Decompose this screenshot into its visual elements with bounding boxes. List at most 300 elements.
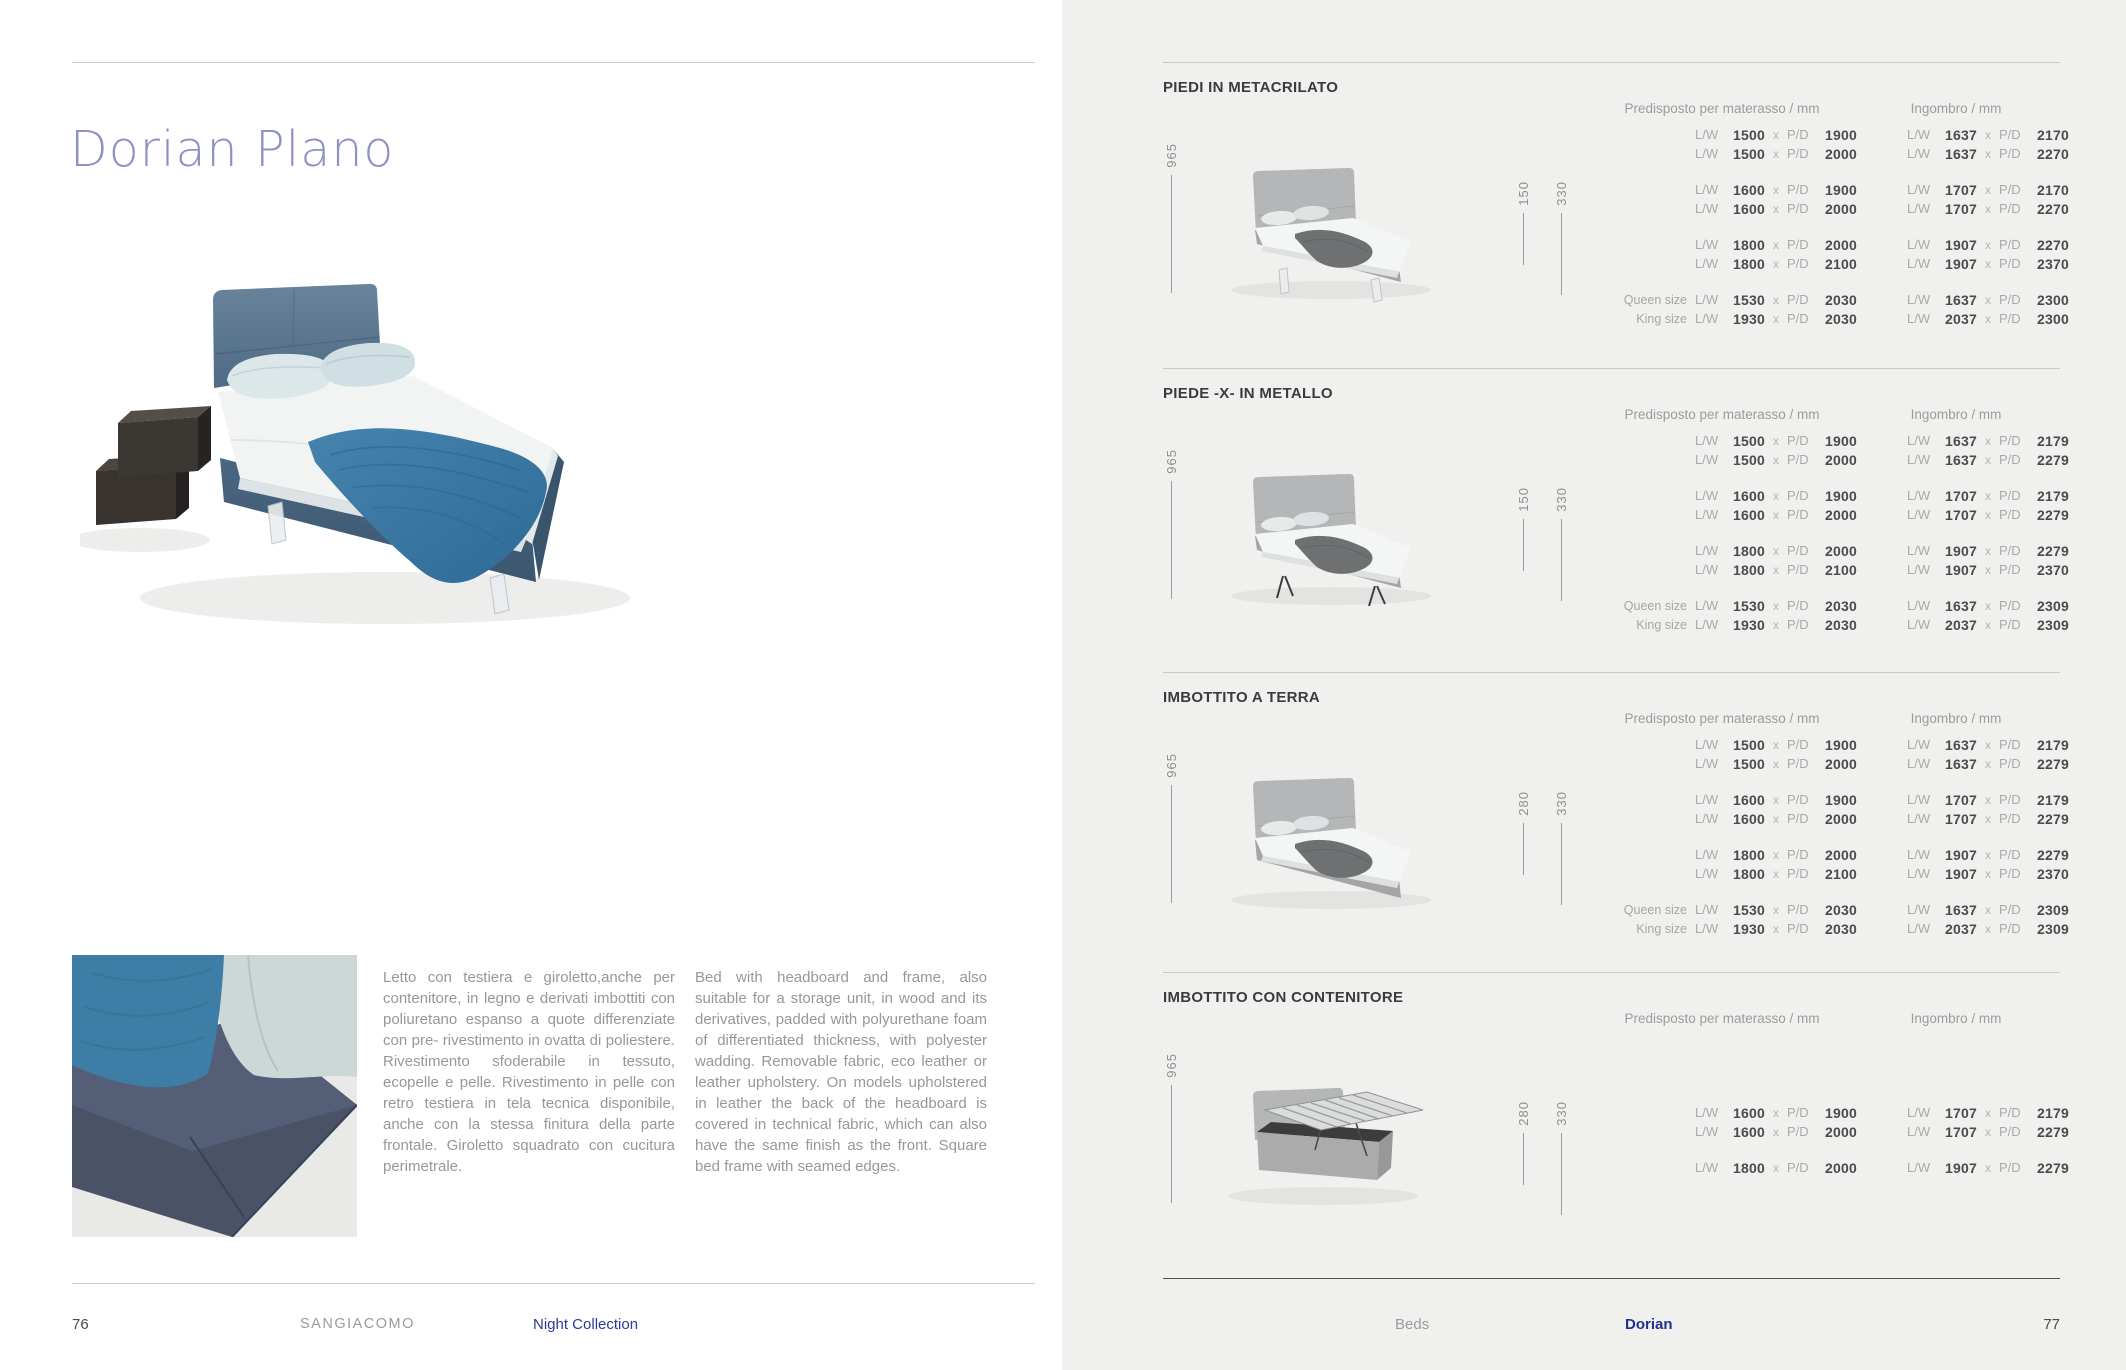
lw-value: 1637 xyxy=(1945,291,1977,308)
side-dimension-1-line xyxy=(1523,1133,1524,1185)
table-row xyxy=(1620,505,2069,524)
height-dimension xyxy=(1163,143,1179,293)
table-row xyxy=(1620,615,2069,634)
times-symbol: x xyxy=(1985,488,1991,503)
pd-value: 2370 xyxy=(2037,255,2069,272)
side-dimension-1 xyxy=(1515,791,1531,875)
pd-value: 2030 xyxy=(1825,616,1857,633)
lw-label: L/W xyxy=(1695,902,1719,917)
table-row xyxy=(1620,900,2069,919)
lw-value: 1707 xyxy=(1945,181,1977,198)
times-symbol: x xyxy=(1985,756,1991,771)
lw-label: L/W xyxy=(1695,452,1719,467)
table-row xyxy=(1620,199,2069,218)
pd-value: 2000 xyxy=(1825,145,1857,162)
lw-label: L/W xyxy=(1695,237,1719,252)
size-group xyxy=(1620,1158,2069,1177)
bed-diagram-storage-open xyxy=(1203,1068,1473,1218)
lw-label: L/W xyxy=(1907,311,1931,326)
pd-label: P/D xyxy=(1999,921,2021,936)
pd-value: 2300 xyxy=(2037,291,2069,308)
height-dimension xyxy=(1163,1053,1179,1203)
col-header-ingombro: Ingombro / mm xyxy=(1910,407,2002,422)
spec-section xyxy=(1163,672,2069,973)
pd-label: P/D xyxy=(1787,1160,1809,1175)
lw-label: L/W xyxy=(1695,737,1719,752)
size-name-label: King size xyxy=(1636,921,1687,936)
times-symbol: x xyxy=(1985,847,1991,862)
table-row xyxy=(1620,809,2069,828)
height-dimension xyxy=(1163,449,1179,599)
pd-value: 1900 xyxy=(1825,791,1857,808)
height-dimension xyxy=(1163,753,1179,903)
pd-label: P/D xyxy=(1999,507,2021,522)
times-symbol: x xyxy=(1985,507,1991,522)
times-symbol: x xyxy=(1773,1105,1779,1120)
times-symbol: x xyxy=(1985,562,1991,577)
lw-value: 1800 xyxy=(1733,1159,1765,1176)
lw-label: L/W xyxy=(1907,127,1931,142)
lw-value: 2037 xyxy=(1945,616,1977,633)
table-row xyxy=(1620,235,2069,254)
lw-value: 1637 xyxy=(1945,451,1977,468)
pd-value: 1900 xyxy=(1825,126,1857,143)
times-symbol: x xyxy=(1773,562,1779,577)
model-link[interactable]: Dorian xyxy=(1625,1316,1673,1333)
times-symbol: x xyxy=(1985,127,1991,142)
lw-value: 1907 xyxy=(1945,1159,1977,1176)
lw-label: L/W xyxy=(1695,507,1719,522)
height-dimension-value: 965 xyxy=(1163,753,1179,778)
lw-label: L/W xyxy=(1907,562,1931,577)
pd-label: P/D xyxy=(1999,433,2021,448)
lw-value: 1637 xyxy=(1945,597,1977,614)
height-dimension-value: 965 xyxy=(1163,1053,1179,1078)
pd-value: 2000 xyxy=(1825,451,1857,468)
pd-label: P/D xyxy=(1999,1124,2021,1139)
pd-value: 2279 xyxy=(2037,1159,2069,1176)
height-dimension-value: 965 xyxy=(1163,449,1179,474)
category-label: Beds xyxy=(1395,1316,1430,1333)
times-symbol: x xyxy=(1985,792,1991,807)
pd-value: 2100 xyxy=(1825,865,1857,882)
side-dimension-2 xyxy=(1553,487,1569,601)
times-symbol: x xyxy=(1773,617,1779,632)
pd-label: P/D xyxy=(1787,921,1809,936)
page-title: Dorian Plano xyxy=(70,120,395,178)
lw-label: L/W xyxy=(1907,866,1931,881)
times-symbol: x xyxy=(1773,507,1779,522)
diagram-on-ground xyxy=(1203,768,1473,918)
times-symbol: x xyxy=(1985,543,1991,558)
lw-value: 1800 xyxy=(1733,865,1765,882)
pd-value: 2030 xyxy=(1825,920,1857,937)
times-symbol: x xyxy=(1773,921,1779,936)
table-row xyxy=(1620,486,2069,505)
spec-section xyxy=(1163,62,2069,369)
page-number-left: 76 xyxy=(72,1316,89,1333)
col-header-ingombro: Ingombro / mm xyxy=(1910,711,2002,726)
lw-value: 1637 xyxy=(1945,901,1977,918)
table-row xyxy=(1620,431,2069,450)
lw-value: 1907 xyxy=(1945,236,1977,253)
table-row xyxy=(1620,180,2069,199)
lw-label: L/W xyxy=(1695,562,1719,577)
lw-label: L/W xyxy=(1907,756,1931,771)
pd-label: P/D xyxy=(1999,1105,2021,1120)
table-row xyxy=(1620,144,2069,163)
pd-label: P/D xyxy=(1787,811,1809,826)
side-dimension-2-value: 330 xyxy=(1553,487,1569,512)
lw-value: 1637 xyxy=(1945,736,1977,753)
col-header-ingombro: Ingombro / mm xyxy=(1910,1011,2002,1026)
times-symbol: x xyxy=(1985,617,1991,632)
lw-value: 1600 xyxy=(1733,181,1765,198)
pd-value: 2270 xyxy=(2037,200,2069,217)
pd-value: 2279 xyxy=(2037,1123,2069,1140)
pd-value: 2030 xyxy=(1825,291,1857,308)
diagram-acrylic-feet xyxy=(1203,158,1473,308)
pd-value: 2309 xyxy=(2037,616,2069,633)
pd-label: P/D xyxy=(1999,1160,2021,1175)
pd-label: P/D xyxy=(1787,543,1809,558)
times-symbol: x xyxy=(1773,127,1779,142)
size-group xyxy=(1620,486,2069,524)
side-dimension-2 xyxy=(1553,181,1569,295)
times-symbol: x xyxy=(1773,737,1779,752)
times-symbol: x xyxy=(1773,146,1779,161)
lw-value: 1907 xyxy=(1945,846,1977,863)
pd-label: P/D xyxy=(1999,256,2021,271)
size-group xyxy=(1620,431,2069,469)
size-group xyxy=(1620,541,2069,579)
pd-label: P/D xyxy=(1787,792,1809,807)
lw-value: 1907 xyxy=(1945,542,1977,559)
lw-label: L/W xyxy=(1695,617,1719,632)
times-symbol: x xyxy=(1985,311,1991,326)
nightstand-upper xyxy=(118,406,211,477)
pd-label: P/D xyxy=(1999,237,2021,252)
right-footer-rule xyxy=(1163,1278,2060,1279)
times-symbol: x xyxy=(1773,902,1779,917)
section-title: PIEDI IN METACRILATO xyxy=(1163,79,1339,96)
bed-hero-illustration xyxy=(80,140,1030,660)
lw-value: 1800 xyxy=(1733,542,1765,559)
pd-value: 2279 xyxy=(2037,810,2069,827)
lw-label: L/W xyxy=(1695,847,1719,862)
pd-label: P/D xyxy=(1787,201,1809,216)
spec-table xyxy=(1620,735,2069,955)
lw-label: L/W xyxy=(1695,146,1719,161)
pd-label: P/D xyxy=(1787,237,1809,252)
lw-value: 1530 xyxy=(1733,597,1765,614)
size-group xyxy=(1620,180,2069,218)
pd-label: P/D xyxy=(1787,617,1809,632)
pd-label: P/D xyxy=(1787,1124,1809,1139)
pd-value: 2309 xyxy=(2037,920,2069,937)
lw-label: L/W xyxy=(1695,256,1719,271)
pd-value: 2000 xyxy=(1825,506,1857,523)
lw-label: L/W xyxy=(1695,598,1719,613)
lw-value: 1500 xyxy=(1733,145,1765,162)
section-title: IMBOTTITO A TERRA xyxy=(1163,689,1321,706)
lw-label: L/W xyxy=(1907,792,1931,807)
pd-label: P/D xyxy=(1999,201,2021,216)
lw-label: L/W xyxy=(1695,866,1719,881)
pd-value: 2000 xyxy=(1825,542,1857,559)
pd-value: 2300 xyxy=(2037,310,2069,327)
times-symbol: x xyxy=(1985,1105,1991,1120)
lw-label: L/W xyxy=(1695,1160,1719,1175)
side-dimension-2 xyxy=(1553,791,1569,905)
lw-value: 1600 xyxy=(1733,1104,1765,1121)
pd-label: P/D xyxy=(1999,617,2021,632)
table-row xyxy=(1620,864,2069,883)
pd-value: 2270 xyxy=(2037,236,2069,253)
spec-table xyxy=(1620,1103,2069,1194)
side-dimension-2-value: 330 xyxy=(1553,181,1569,206)
height-dimension-value: 965 xyxy=(1163,143,1179,168)
times-symbol: x xyxy=(1985,146,1991,161)
lw-label: L/W xyxy=(1907,1105,1931,1120)
table-row xyxy=(1620,560,2069,579)
lw-label: L/W xyxy=(1695,543,1719,558)
brand-name: SANGIACOMO xyxy=(300,1316,415,1332)
pd-label: P/D xyxy=(1787,902,1809,917)
pd-value: 2279 xyxy=(2037,451,2069,468)
pd-value: 2279 xyxy=(2037,506,2069,523)
lw-label: L/W xyxy=(1907,488,1931,503)
description-english: Bed with headboard and frame, also suitable for a storage unit, in wood and its derivatives, padded with polyurethane foam of differentiated thickness, with polyester wadding. Removable fabric, eco leather or leather upholstery. On models upholstered in leather the back of the headboard is covered in technical fabric, which can also have the same finish as the front. Square bed frame with seamed edges. xyxy=(695,969,987,1175)
spec-table xyxy=(1620,125,2069,345)
pd-value: 2279 xyxy=(2037,542,2069,559)
times-symbol: x xyxy=(1773,237,1779,252)
pd-label: P/D xyxy=(1787,847,1809,862)
lw-value: 1707 xyxy=(1945,506,1977,523)
times-symbol: x xyxy=(1773,1160,1779,1175)
lw-label: L/W xyxy=(1695,182,1719,197)
lw-value: 1530 xyxy=(1733,901,1765,918)
pd-value: 2179 xyxy=(2037,791,2069,808)
times-symbol: x xyxy=(1773,866,1779,881)
pd-label: P/D xyxy=(1999,452,2021,467)
table-row xyxy=(1620,790,2069,809)
lw-value: 1907 xyxy=(1945,865,1977,882)
size-name-label: Queen size xyxy=(1623,598,1687,613)
times-symbol: x xyxy=(1985,433,1991,448)
times-symbol: x xyxy=(1985,866,1991,881)
size-group xyxy=(1620,1103,2069,1141)
lw-value: 1800 xyxy=(1733,236,1765,253)
lw-label: L/W xyxy=(1907,146,1931,161)
pd-value: 2170 xyxy=(2037,126,2069,143)
lw-value: 1930 xyxy=(1733,310,1765,327)
height-dimension-line xyxy=(1171,481,1172,599)
lw-value: 1600 xyxy=(1733,200,1765,217)
size-name-label: Queen size xyxy=(1623,292,1687,307)
pd-label: P/D xyxy=(1787,488,1809,503)
size-group xyxy=(1620,845,2069,883)
lw-value: 1500 xyxy=(1733,451,1765,468)
pd-label: P/D xyxy=(1999,127,2021,142)
times-symbol: x xyxy=(1985,182,1991,197)
table-row xyxy=(1620,1103,2069,1122)
lw-label: L/W xyxy=(1907,811,1931,826)
times-symbol: x xyxy=(1773,488,1779,503)
lw-label: L/W xyxy=(1695,311,1719,326)
pd-value: 2270 xyxy=(2037,145,2069,162)
lw-label: L/W xyxy=(1907,1124,1931,1139)
times-symbol: x xyxy=(1773,756,1779,771)
lw-value: 2037 xyxy=(1945,310,1977,327)
section-title: IMBOTTITO CON CONTENITORE xyxy=(1163,989,1404,1006)
height-dimension-line xyxy=(1171,1085,1172,1203)
lw-value: 1800 xyxy=(1733,255,1765,272)
pd-value: 2000 xyxy=(1825,1123,1857,1140)
pd-label: P/D xyxy=(1787,756,1809,771)
side-dimension-2-line xyxy=(1561,519,1562,601)
table-row xyxy=(1620,254,2069,273)
side-dimension-1 xyxy=(1515,1101,1531,1185)
size-group xyxy=(1620,235,2069,273)
times-symbol: x xyxy=(1773,598,1779,613)
lw-label: L/W xyxy=(1695,811,1719,826)
pd-value: 2370 xyxy=(2037,561,2069,578)
right-page xyxy=(1062,0,2126,1370)
lw-value: 1600 xyxy=(1733,810,1765,827)
fabric-detail-illustration xyxy=(72,955,357,1237)
pd-value: 2370 xyxy=(2037,865,2069,882)
times-symbol: x xyxy=(1773,182,1779,197)
side-dimension-2-line xyxy=(1561,1133,1562,1215)
pd-label: P/D xyxy=(1999,811,2021,826)
lw-value: 1707 xyxy=(1945,487,1977,504)
pd-label: P/D xyxy=(1999,847,2021,862)
times-symbol: x xyxy=(1985,811,1991,826)
pd-label: P/D xyxy=(1787,1105,1809,1120)
lw-label: L/W xyxy=(1907,237,1931,252)
pd-label: P/D xyxy=(1787,562,1809,577)
lw-label: L/W xyxy=(1695,792,1719,807)
pd-label: P/D xyxy=(1999,488,2021,503)
spec-section xyxy=(1163,972,2069,1279)
pd-value: 2279 xyxy=(2037,846,2069,863)
lw-value: 1707 xyxy=(1945,1123,1977,1140)
left-page xyxy=(0,0,1062,1370)
lw-value: 1707 xyxy=(1945,791,1977,808)
pd-value: 2279 xyxy=(2037,755,2069,772)
lw-value: 1707 xyxy=(1945,1104,1977,1121)
table-row xyxy=(1620,290,2069,309)
pd-value: 1900 xyxy=(1825,1104,1857,1121)
pd-label: P/D xyxy=(1999,792,2021,807)
times-symbol: x xyxy=(1985,256,1991,271)
size-name-label: King size xyxy=(1636,311,1687,326)
size-name-label: King size xyxy=(1636,617,1687,632)
lw-label: L/W xyxy=(1907,847,1931,862)
table-row xyxy=(1620,541,2069,560)
side-dimension-1-line xyxy=(1523,823,1524,875)
bed-diagram-on-ground xyxy=(1203,768,1473,918)
table-row xyxy=(1620,1122,2069,1141)
times-symbol: x xyxy=(1985,737,1991,752)
table-row xyxy=(1620,754,2069,773)
table-row xyxy=(1620,845,2069,864)
lw-value: 1800 xyxy=(1733,846,1765,863)
left-footer-rule xyxy=(72,1283,1035,1284)
side-dimension-2-value: 330 xyxy=(1553,1101,1569,1126)
table-row xyxy=(1620,450,2069,469)
lw-label: L/W xyxy=(1907,433,1931,448)
lw-label: L/W xyxy=(1695,921,1719,936)
col-header-materasso: Predisposto per materasso / mm xyxy=(1624,407,1820,422)
times-symbol: x xyxy=(1773,201,1779,216)
times-symbol: x xyxy=(1773,543,1779,558)
times-symbol: x xyxy=(1985,452,1991,467)
pd-label: P/D xyxy=(1999,756,2021,771)
table-row xyxy=(1620,1158,2069,1177)
lw-label: L/W xyxy=(1695,433,1719,448)
lw-value: 1637 xyxy=(1945,432,1977,449)
lw-value: 1500 xyxy=(1733,755,1765,772)
description-italian: Letto con testiera e giroletto,anche per contenitore, in legno e derivati imbottiti con poliuretano espanso a quote differenziate con pre- rivestimento in ovatta di poliestere. Rivestimento sfoderabile in tessuto, ecopelle e pelle. Rivestimento in pelle con retro testiera in tela tecnica disponibile, anche con la stessa finitura della parte frontale. Giroletto squadrato con cucitura perimetrale. xyxy=(383,969,675,1175)
lw-label: L/W xyxy=(1907,617,1931,632)
bed-diagram-metal-x-feet xyxy=(1203,464,1473,614)
side-dimension-1-line xyxy=(1523,519,1524,571)
pd-label: P/D xyxy=(1787,507,1809,522)
height-dimension-line xyxy=(1171,175,1172,293)
pd-value: 2179 xyxy=(2037,1104,2069,1121)
lw-value: 1600 xyxy=(1733,506,1765,523)
lw-label: L/W xyxy=(1907,182,1931,197)
pd-value: 2000 xyxy=(1825,846,1857,863)
times-symbol: x xyxy=(1773,792,1779,807)
size-group xyxy=(1620,790,2069,828)
pd-value: 2000 xyxy=(1825,810,1857,827)
page-number-right: 77 xyxy=(2043,1316,2060,1333)
lw-value: 1707 xyxy=(1945,810,1977,827)
collection-link[interactable]: Night Collection xyxy=(533,1316,639,1333)
lw-label: L/W xyxy=(1907,1160,1931,1175)
pd-value: 2030 xyxy=(1825,597,1857,614)
lw-value: 1500 xyxy=(1733,432,1765,449)
pd-value: 2170 xyxy=(2037,181,2069,198)
times-symbol: x xyxy=(1773,847,1779,862)
pd-label: P/D xyxy=(1999,598,2021,613)
product-photo xyxy=(80,140,1030,660)
table-row xyxy=(1620,125,2069,144)
pd-label: P/D xyxy=(1787,737,1809,752)
times-symbol: x xyxy=(1773,311,1779,326)
size-group xyxy=(1620,125,2069,163)
times-symbol: x xyxy=(1773,433,1779,448)
lw-value: 1600 xyxy=(1733,1123,1765,1140)
spec-section xyxy=(1163,368,2069,673)
detail-photo xyxy=(72,955,357,1237)
pd-value: 2309 xyxy=(2037,597,2069,614)
diagram-storage-open xyxy=(1203,1068,1473,1218)
side-dimension-2 xyxy=(1553,1101,1569,1215)
table-row xyxy=(1620,596,2069,615)
size-group xyxy=(1620,735,2069,773)
side-dimension-1-value: 150 xyxy=(1515,181,1531,206)
lw-label: L/W xyxy=(1907,598,1931,613)
pd-value: 2000 xyxy=(1825,236,1857,253)
lw-label: L/W xyxy=(1907,902,1931,917)
times-symbol: x xyxy=(1773,452,1779,467)
lw-value: 1907 xyxy=(1945,561,1977,578)
pd-label: P/D xyxy=(1999,311,2021,326)
